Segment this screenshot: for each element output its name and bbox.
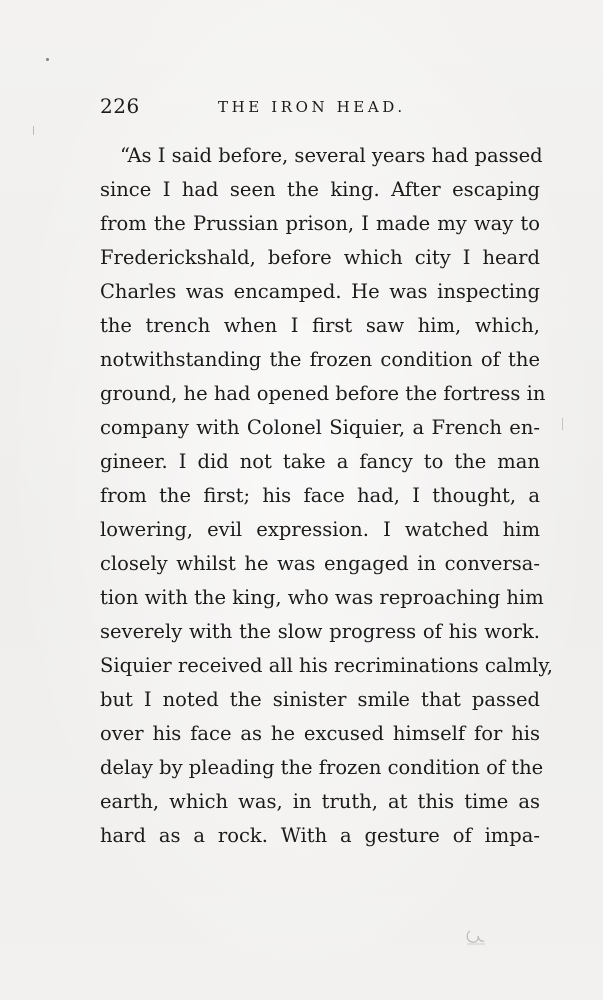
text-line: earth, which was, in truth, at this time as <box>100 790 540 813</box>
text-line: severely with the slow progress of his work. <box>100 620 540 643</box>
text-line: Siquier received all his recriminations calmly, <box>100 654 553 677</box>
text-line: tion with the king, who was reproaching him <box>100 586 544 609</box>
page-number: 226 <box>100 94 140 118</box>
text-line: from the first; his face had, I thought, a <box>100 484 540 507</box>
pencil-mark-icon <box>463 925 489 947</box>
text-line: since I had seen the king. After escaping <box>100 178 540 201</box>
text-line: gineer. I did not take a fancy to the man <box>100 450 540 473</box>
text-line: Charles was encamped. He was inspecting <box>100 280 540 303</box>
text-line: closely whilst he was engaged in conversa- <box>100 552 540 575</box>
text-line: company with Colonel Siquier, a French en- <box>100 416 540 439</box>
ink-speck <box>562 418 563 430</box>
text-line: from the Prussian prison, I made my way to <box>100 212 540 235</box>
page-header <box>100 94 540 120</box>
text-line: “As I said before, several years had passed <box>120 144 543 167</box>
body-text <box>100 139 553 853</box>
text-line: delay by pleading the frozen condition of the <box>100 756 544 779</box>
text-line: over his face as he excused himself for his <box>100 722 540 745</box>
text-line: hard as a rock. With a gesture of impa- <box>100 824 540 847</box>
text-line: notwithstanding the frozen condition of the <box>100 348 540 371</box>
text-line: Frederickshald, before which city I heard <box>100 246 540 269</box>
ink-speck <box>33 126 34 135</box>
text-line: lowering, evil expression. I watched him <box>100 518 540 541</box>
text-line: ground, he had opened before the fortress in <box>100 382 546 405</box>
running-title: THE IRON HEAD. <box>218 98 406 116</box>
text-line: the trench when I first saw him, which, <box>100 314 540 337</box>
text-line: but I noted the sinister smile that passed <box>100 688 540 711</box>
ink-speck <box>46 58 49 61</box>
